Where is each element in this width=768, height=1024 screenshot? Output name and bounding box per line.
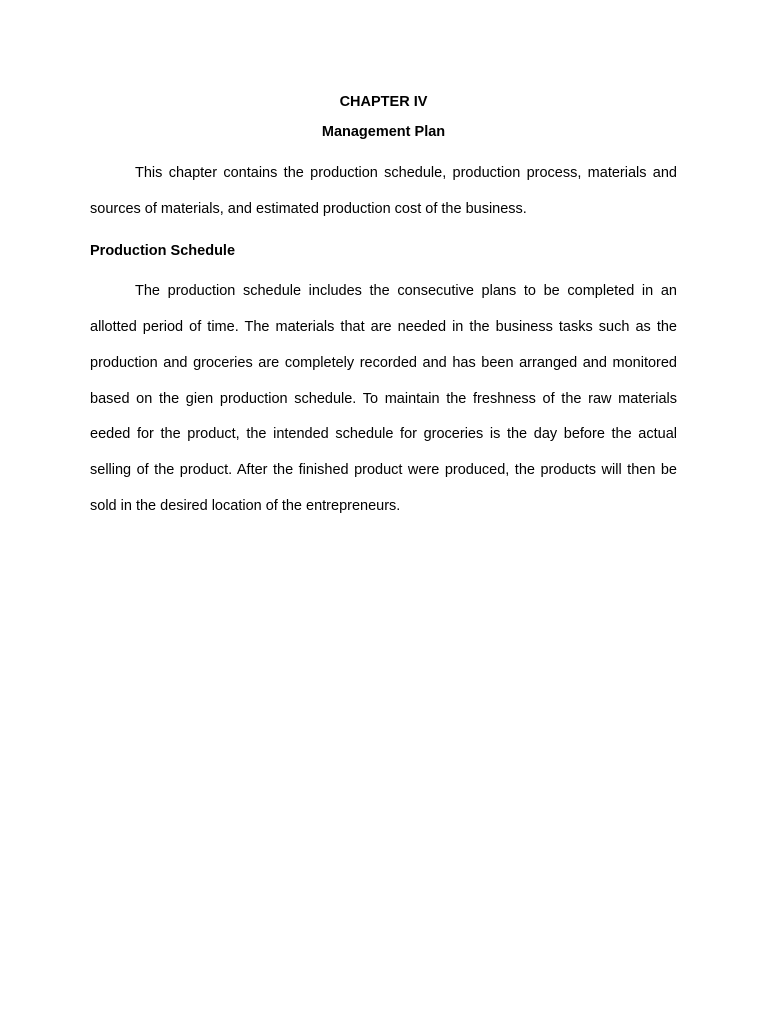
- production-schedule-paragraph: The production schedule includes the consecutive plans to be completed in an allotted period of time. The materials that are needed in the business tasks such as the production and groceries are completely recorded and has been arranged and monitored based on the gien production schedule. To maintain the freshness of the raw materials eeded for the product, the intended schedule for groceries is the day before the actual selling of the product. After the finished product were produced, the products will then be sold in the desired location of the entrepreneurs.: [90, 283, 677, 514]
- chapter-number: CHAPTER IV: [339, 94, 428, 110]
- chapter-title: Management Plan: [321, 124, 446, 140]
- section-heading-production-schedule: Production Schedule: [90, 243, 236, 260]
- intro-paragraph: This chapter contains the production schedule, production process, materials and sources of materials, and estimated production cost of the business.: [90, 165, 677, 217]
- document-body: [90, 91, 677, 524]
